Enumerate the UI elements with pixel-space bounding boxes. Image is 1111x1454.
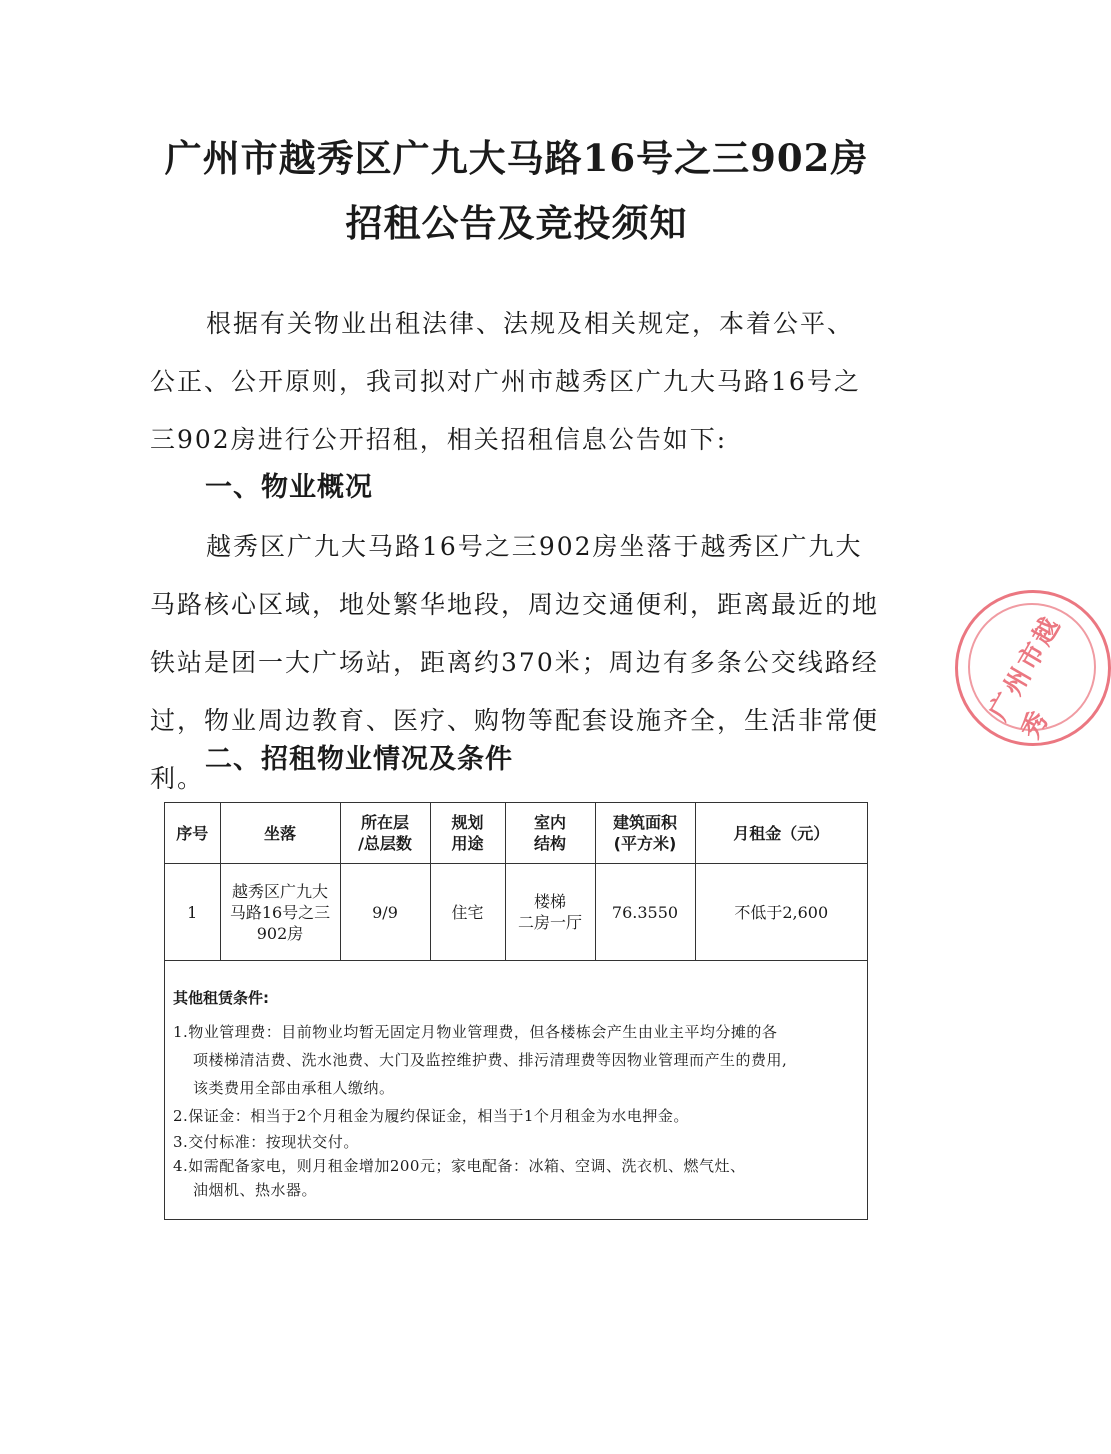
cell-no: 1	[165, 864, 220, 961]
section1-text: 越秀区广九大马路16号之三902房坐落于越秀区广九大马路核心区域，地处繁华地段，周边交通便利，距离最近的地铁站是团一大广场站，距离约370米；周边有多条公交线路经过，物业周边教育、医疗、购物等配套设施齐全，生活非常便利。	[150, 532, 880, 793]
property-table	[165, 803, 867, 961]
seal-text: 广州市越秀	[983, 610, 1068, 745]
cell-structure: 楼梯 二房一厅	[505, 864, 595, 961]
notes-heading: 其他租赁条件:	[173, 989, 269, 1007]
note-item-1-line2: 项楼梯清洁费、洗水池费、大门及监控维护费、排污清理费等因物业管理而产生的费用,	[193, 1051, 788, 1069]
cell-rent: 不低于2,600	[695, 864, 867, 961]
section2-heading: 二、招租物业情况及条件	[205, 744, 513, 775]
header-floor: 所在层 /总层数	[340, 803, 430, 864]
cell-floor: 9/9	[340, 864, 430, 961]
company-seal-stamp	[955, 590, 1111, 746]
header-use: 规划 用途	[430, 803, 505, 864]
other-conditions	[173, 983, 863, 1202]
note-item-3: 3.交付标准：按现状交付。	[173, 1133, 359, 1151]
header-rent: 月租金（元）	[695, 803, 867, 864]
table-row	[165, 864, 867, 961]
note-item-4	[173, 1154, 863, 1202]
note-item-4-line1: 4.如需配备家电，则月租金增加200元；家电配备：冰箱、空调、洗衣机、燃气灶、	[173, 1157, 746, 1175]
cell-use: 住宅	[430, 864, 505, 961]
table-header-row	[165, 803, 867, 864]
header-no: 序号	[165, 803, 220, 864]
intro-paragraph	[150, 295, 880, 469]
note-item-1	[173, 1018, 863, 1102]
document-title-line1: 广州市越秀区广九大马路16号之三902房	[164, 136, 869, 180]
document-title-line2: 招租公告及竞投须知	[345, 201, 688, 245]
section1-heading: 一、物业概况	[205, 472, 373, 503]
note-item-1-line1: 1.物业管理费：目前物业均暂无固定月物业管理费，但各楼栋会产生由业主平均分摊的各	[173, 1023, 778, 1041]
header-location: 坐落	[220, 803, 340, 864]
header-structure: 室内 结构	[505, 803, 595, 864]
cell-location: 越秀区广九大 马路16号之三 902房	[220, 864, 340, 961]
header-area: 建筑面积 (平方米)	[595, 803, 695, 864]
note-item-2: 2.保证金：相当于2个月租金为履约保证金，相当于1个月租金为水电押金。	[173, 1107, 689, 1125]
property-table-box	[164, 802, 868, 1220]
cell-area: 76.3550	[595, 864, 695, 961]
intro-text: 根据有关物业出租法律、法规及相关规定，本着公平、公正、公开原则，我司拟对广州市越秀区广九大马路16号之三902房进行公开招租，相关招租信息公告如下:	[150, 309, 861, 454]
note-item-4-line2: 油烟机、热水器。	[193, 1181, 318, 1199]
note-item-1-line3: 该类费用全部由承租人缴纳。	[193, 1079, 395, 1097]
